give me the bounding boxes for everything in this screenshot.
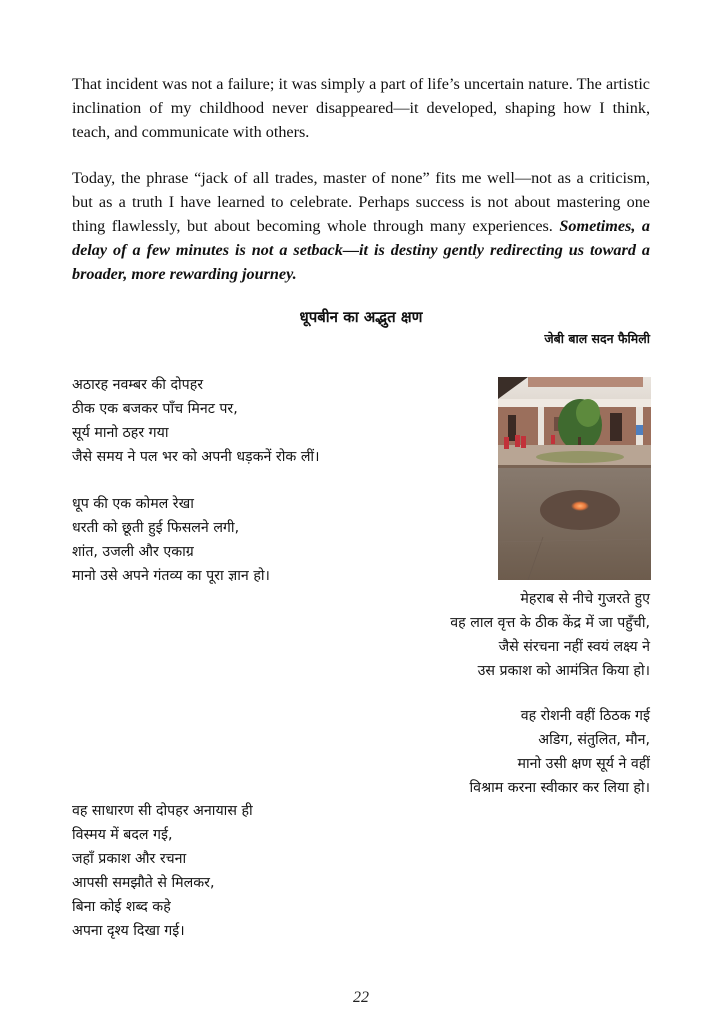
- poem-line: शांत, उजली और एकाग्र: [72, 544, 194, 560]
- poem-line: आपसी समझौते से मिलकर,: [72, 875, 215, 891]
- poem-line: जहाँ प्रकाश और रचना: [72, 851, 187, 867]
- page-number: 22: [353, 989, 369, 1006]
- poem-stanza-2: [72, 492, 270, 588]
- essay-paragraph-2-text: Today, the phrase “jack of all trades, master of none” fits me well—not as a criticism, but as a truth I have learned to celebrate. Perhaps success is not about mastering one thing flawlessly, but about becoming whole through many experiences.: [72, 169, 650, 235]
- poem-line: अठारह नवम्बर की दोपहर: [72, 377, 204, 393]
- poem-line: वह साधारण सी दोपहर अनायास ही: [72, 803, 253, 819]
- poem-stanza-3: [450, 587, 650, 683]
- poem-line: विस्मय में बदल गई,: [72, 827, 173, 843]
- poem-line: धूप की एक कोमल रेखा: [72, 496, 194, 512]
- essay-paragraph-1: That incident was not a failure; it was simply a part of life’s uncertain nature. The artistic inclination of my childhood never disappeared—it developed, shaping how I think, teach, and communicate with others.: [72, 75, 650, 141]
- poem-stanza-5: [72, 799, 253, 943]
- poem-line: वह लाल वृत्त के ठीक केंद्र में जा पहुँची,: [450, 615, 650, 631]
- courtyard-photo: [498, 377, 651, 580]
- poem-byline: जेबी बाल सदन फैमिली: [544, 331, 650, 346]
- poem-line: वह रोशनी वहीं ठिठक गई: [520, 708, 650, 724]
- poem-line: मानो उसी क्षण सूर्य ने वहीं: [517, 756, 650, 772]
- poem-line: जैसे समय ने पल भर को अपनी धड़कनें रोक लीं।: [72, 449, 320, 465]
- poem-line: विश्राम करना स्वीकार कर लिया हो।: [469, 780, 650, 796]
- poem-stanza-4: [470, 704, 651, 800]
- poem-line: अडिग, संतुलित, मौन,: [538, 732, 650, 748]
- poem-title: धूपबीन का अद्भुत क्षण: [299, 308, 423, 326]
- poem-line: ठीक एक बजकर पाँच मिनट पर,: [72, 401, 238, 417]
- poem-line: अपना दृश्य दिखा गई।: [72, 923, 185, 939]
- essay-paragraph-2: [72, 166, 650, 286]
- poem-line: उस प्रकाश को आमंत्रित किया हो।: [477, 663, 650, 679]
- poem-line: मानो उसे अपने गंतव्य का पूरा ज्ञान हो।: [72, 568, 270, 584]
- poem-line: मेहराब से नीचे गुजरते हुए: [520, 591, 650, 607]
- poem-line: बिना कोई शब्द कहे: [72, 899, 171, 915]
- poem-line: सूर्य मानो ठहर गया: [72, 425, 169, 441]
- poem-line: जैसे संरचना नहीं स्वयं लक्ष्य ने: [498, 639, 650, 655]
- essay-emphasis-quote: Sometimes, a delay of a few minutes is not a setback—it is destiny gently redirecting us toward a broader, more rewarding journey.: [72, 217, 650, 283]
- poem-line: धरती को छूती हुई फिसलने लगी,: [72, 520, 240, 536]
- poem-stanza-1: [72, 373, 320, 469]
